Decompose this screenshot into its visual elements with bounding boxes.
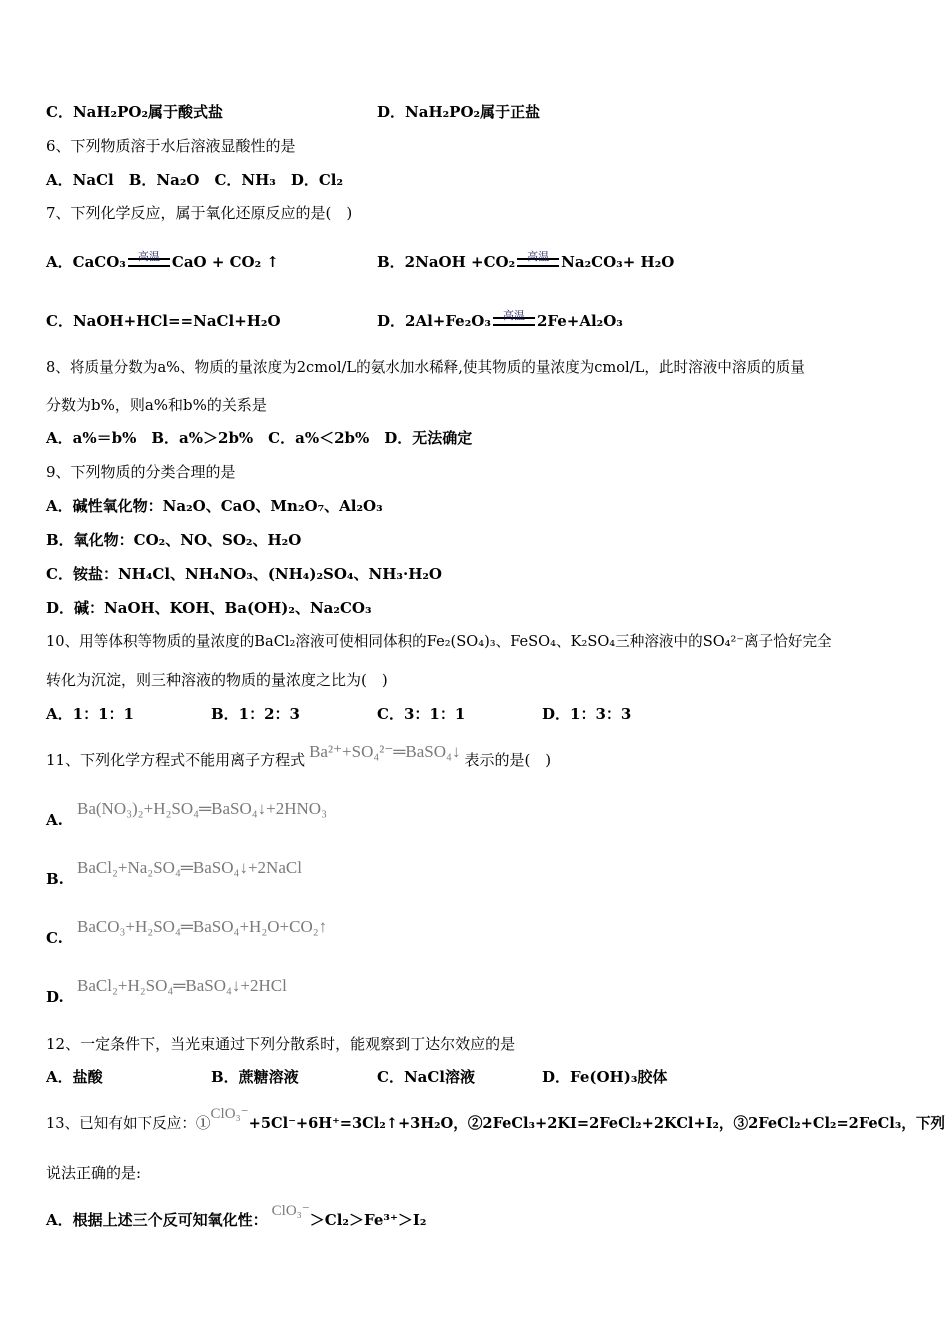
q7-option-b xyxy=(377,252,674,272)
q9-option-a: A．碱性氧化物：Na₂O、CaO、Mn₂O₇、Al₂O₃ xyxy=(46,497,383,515)
q11-option-c-equation: BaCO₃+H₂SO₄═BaSO₄+H₂O+CO₂↑ xyxy=(77,917,328,936)
q7-option-d-product: 2Fe+Al₂O₃ xyxy=(536,312,623,330)
q7-option-c: C．NaOH+HCl==NaCl+H₂O xyxy=(46,312,281,330)
q9-option-c: C．铵盐：NH₄Cl、NH₄NO₃、(NH₄)₂SO₄、NH₃·H₂O xyxy=(46,565,442,583)
q11-option-b-label: B. xyxy=(46,870,64,888)
q13-stem-line2: 说法正确的是: xyxy=(46,1164,142,1182)
q10-option-b: B．1：2：3 xyxy=(211,705,300,723)
q7-option-a-reactant: A．CaCO₃ xyxy=(46,253,126,271)
q8-options: A．a%＝b% B．a%＞2b% C．a%＜2b% D．无法确定 xyxy=(46,429,473,447)
q7-option-d-reactant: D．2Al+Fe₂O₃ xyxy=(377,312,491,330)
q11-option-d-equation: BaCl₂+H₂SO₄═BaSO₄↓+2HCl xyxy=(77,976,287,995)
q7-option-d xyxy=(377,311,623,331)
q13-chlorate-ion: ClO₃⁻ xyxy=(210,1106,249,1122)
q7-stem: 7、下列化学反应，属于氧化还原反应的是( ) xyxy=(46,204,353,222)
q12-stem: 12、一定条件下，当光束通过下列分散系时，能观察到丁达尔效应的是 xyxy=(46,1035,516,1053)
q13-option-a-post: ＞Cl₂＞Fe³⁺＞I₂ xyxy=(309,1211,427,1229)
q7-option-a-product: CaO + CO₂ ↑ xyxy=(171,253,279,271)
q10-option-d: D．1：3：3 xyxy=(542,705,632,723)
q13-stem-pre: 13、已知有如下反应：① xyxy=(46,1115,211,1132)
q7-option-a-condition: 高温 xyxy=(137,250,160,263)
q10-stem-line1: 10、用等体积等物质的量浓度的BaCl₂溶液可使相同体积的Fe₂(SO₄)₃、FeSO₄、K₂SO₄三种溶液中的SO₄²⁻离子恰好完全 xyxy=(46,633,832,650)
q7-option-b-product: Na₂CO₃+ H₂O xyxy=(561,253,675,271)
q8-stem-line1: 8、将质量分数为a%、物质的量浓度为2cmol/L的氨水加水稀释,使其物质的量浓度为cmol/L，此时溶液中溶质的质量 xyxy=(46,359,805,376)
q9-option-b: B．氧化物：CO₂、NO、SO₂、H₂O xyxy=(46,531,302,549)
q10-stem-line2: 转化为沉淀，则三种溶液的物质的量浓度之比为( ) xyxy=(46,671,388,689)
q11-option-c-label: C. xyxy=(46,929,63,947)
q6-stem: 6、下列物质溶于水后溶液显酸性的是 xyxy=(46,137,296,155)
q10-option-a: A．1：1：1 xyxy=(46,705,134,723)
q7-option-a xyxy=(46,252,279,272)
q12-option-d: D．Fe(OH)₃胶体 xyxy=(542,1068,668,1086)
q9-option-d: D．碱：NaOH、KOH、Ba(OH)₂、Na₂CO₃ xyxy=(46,599,372,617)
q13-option-a-chlorate-ion: ClO₃⁻ xyxy=(271,1203,310,1219)
q11-option-d-label: D. xyxy=(46,988,64,1006)
q8-stem-line2: 分数为b%，则a%和b%的关系是 xyxy=(46,396,267,414)
q13-option-a xyxy=(46,1203,427,1231)
q11-option-a-equation: Ba(NO₃)₂+H₂SO₄═BaSO₄↓+2HNO₃ xyxy=(77,799,327,818)
q11-stem-post: 表示的是( ) xyxy=(464,751,552,769)
q11-option-a-label: A. xyxy=(46,811,63,829)
q13-option-a-pre: A．根据上述三个反可知氧化性： xyxy=(46,1211,268,1229)
q13-stem-post: +5Cl⁻+6H⁺=3Cl₂↑+3H₂O，②2FeCl₃+2KI=2FeCl₂+2KCl+I₂，③2FeCl₂+Cl₂=2FeCl₃，下列 xyxy=(248,1115,946,1132)
q11-stem xyxy=(46,742,552,770)
q11-option-b-equation: BaCl₂+Na₂SO₄═BaSO₄↓+2NaCl xyxy=(77,858,302,877)
q7-option-b-reactant: B．2NaOH +CO₂ xyxy=(377,253,516,271)
q5-option-d: D．NaH₂PO₂属于正盐 xyxy=(377,103,541,121)
q11-ionic-equation: Ba²⁺+SO₄²⁻═BaSO₄↓ xyxy=(309,742,461,761)
q7-option-b-condition: 高温 xyxy=(527,250,550,263)
q5-option-c: C．NaH₂PO₂属于酸式盐 xyxy=(46,103,224,121)
q12-option-a: A．盐酸 xyxy=(46,1068,103,1086)
q12-option-b: B．蔗糖溶液 xyxy=(211,1068,299,1086)
q12-option-c: C．NaCl溶液 xyxy=(377,1068,476,1086)
q9-stem: 9、下列物质的分类合理的是 xyxy=(46,463,236,481)
q13-stem-line1 xyxy=(46,1106,946,1134)
q11-stem-pre: 11、下列化学方程式不能用离子方程式 xyxy=(46,751,306,769)
q7-option-d-condition: 高温 xyxy=(502,309,525,322)
q10-option-c: C．3：1：1 xyxy=(377,705,466,723)
q6-options: A．NaCl B．Na₂O C．NH₃ D．Cl₂ xyxy=(46,171,344,189)
